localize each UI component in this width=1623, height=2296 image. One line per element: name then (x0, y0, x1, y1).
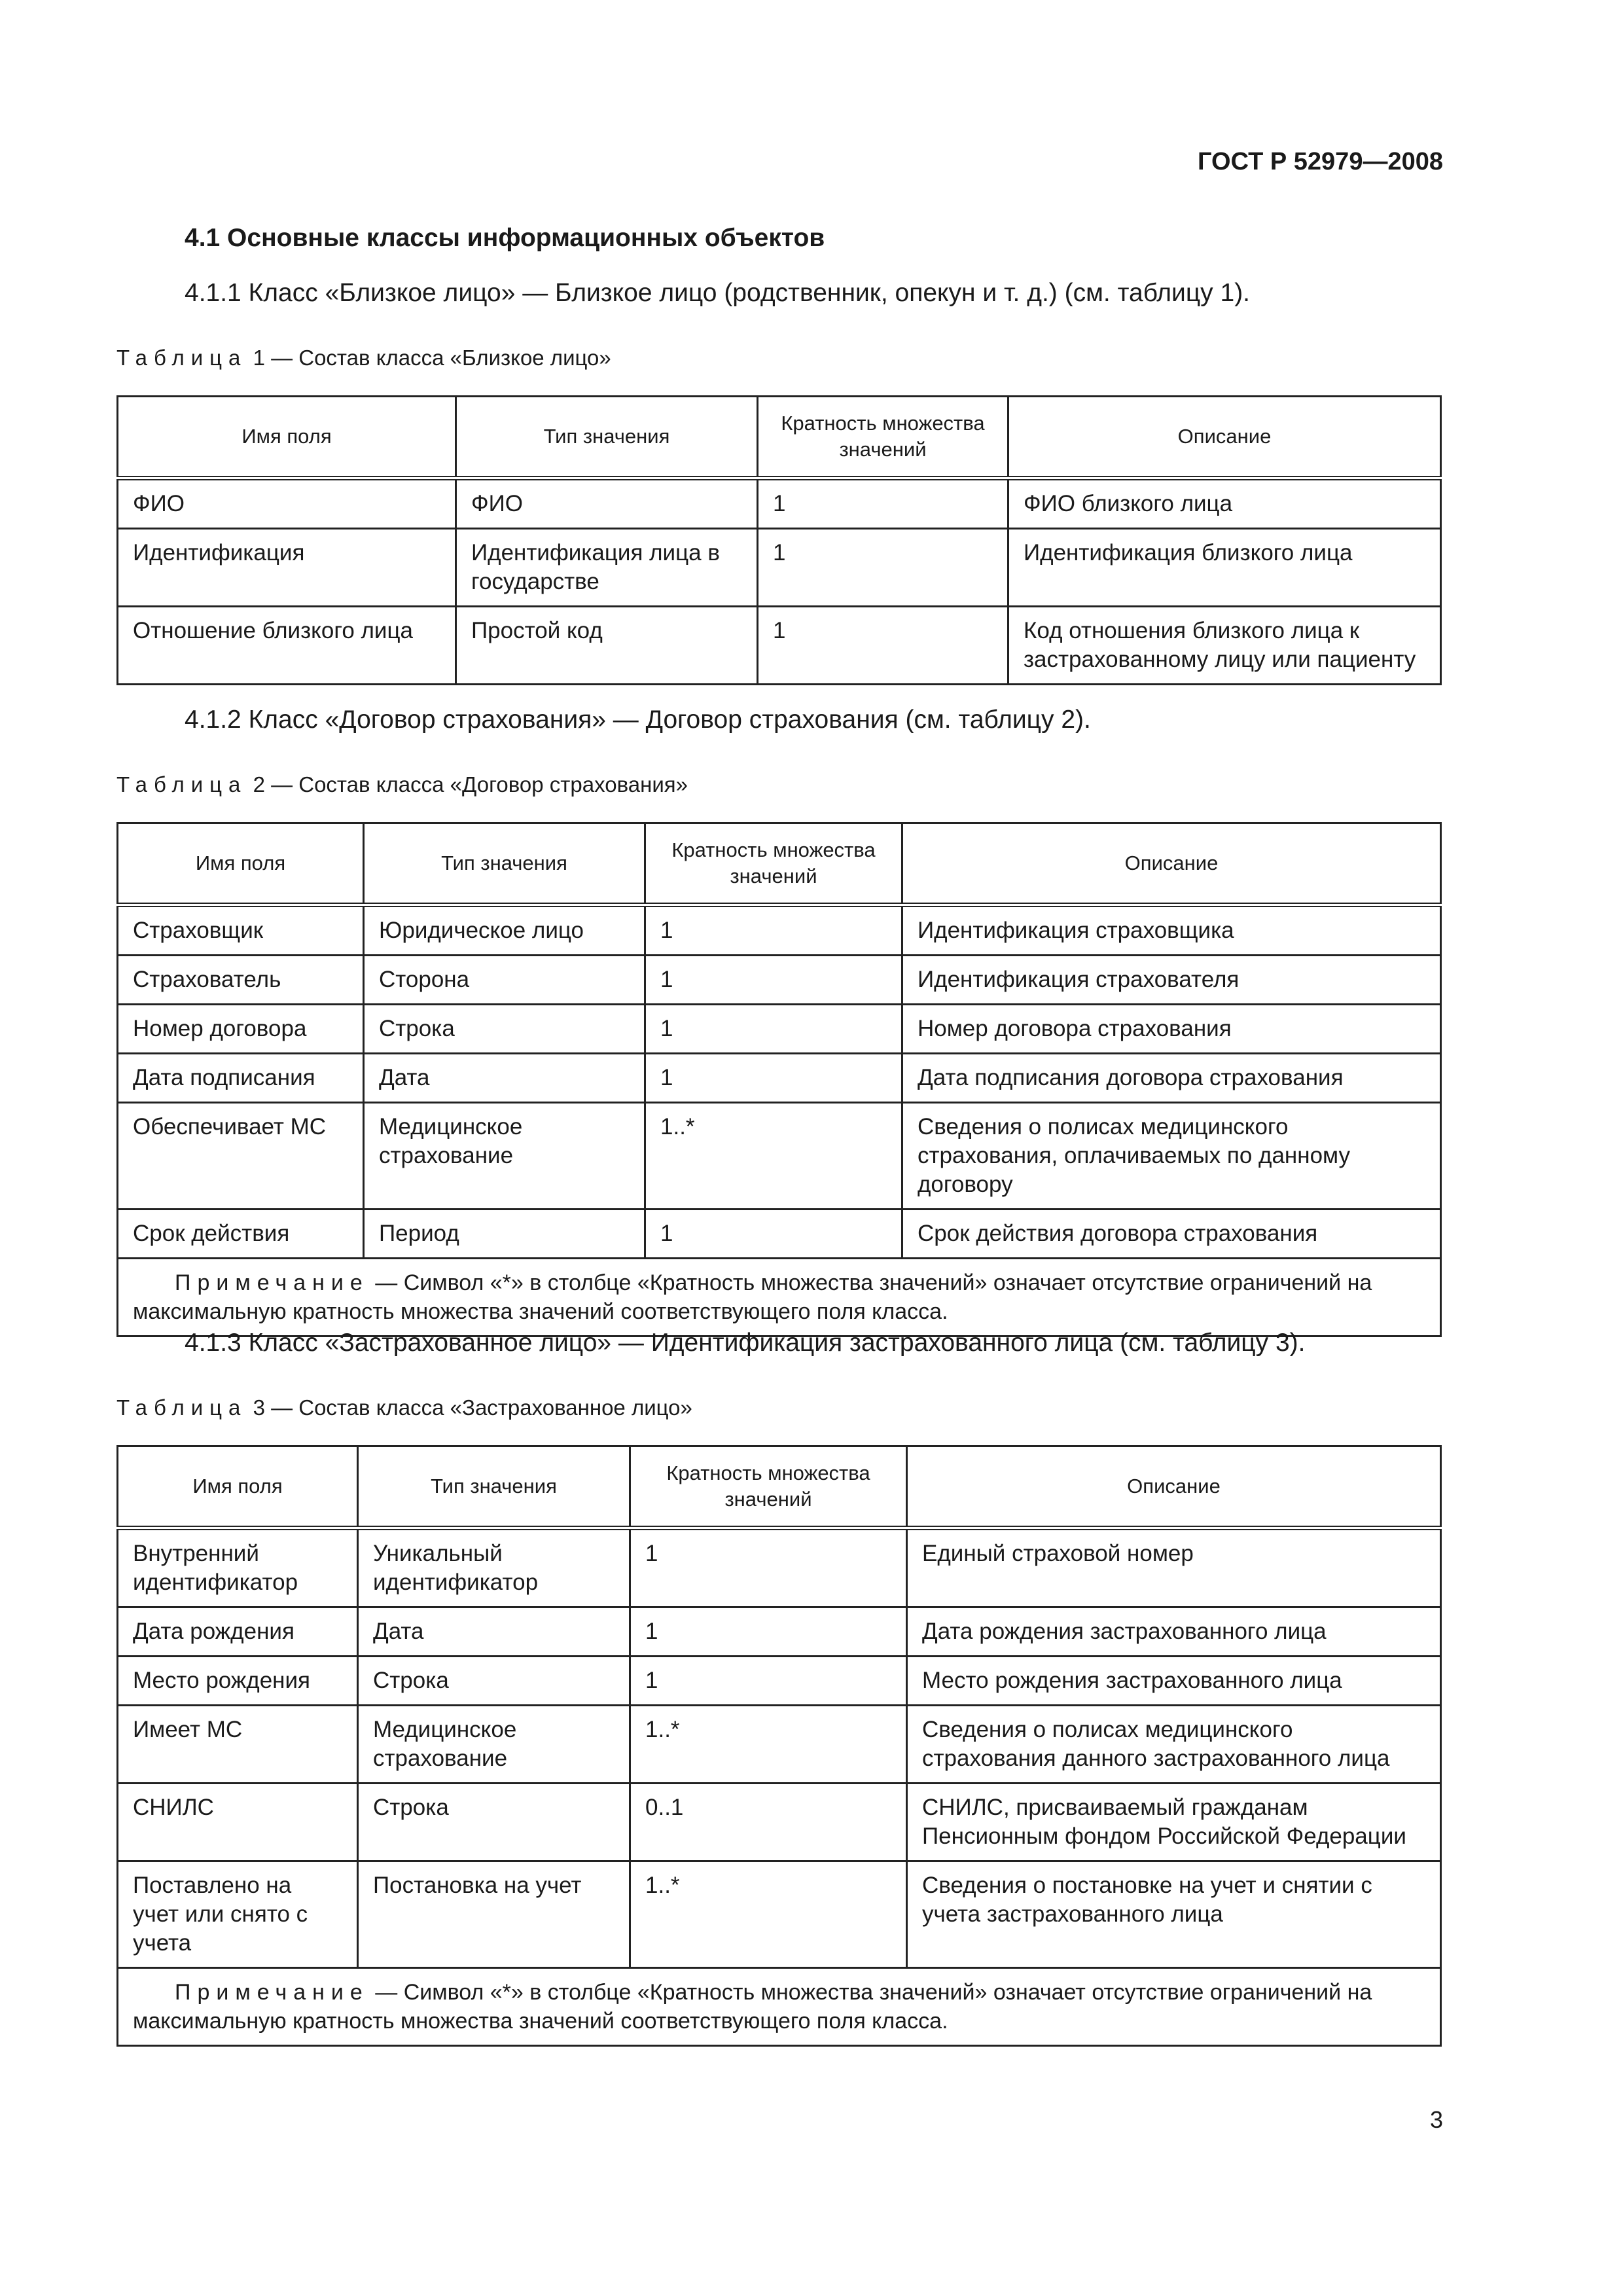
caption-label: Таблица (116, 1395, 247, 1420)
paragraph-4-1-1: 4.1.1 Класс «Близкое лицо» — Близкое лицо (родственник, опекун и т. д.) (см. таблицу 1). (185, 279, 1251, 307)
table-row (118, 478, 1441, 529)
table-note-row (118, 1259, 1441, 1336)
table-row (118, 1706, 1441, 1784)
table-row (118, 1861, 1441, 1968)
column-header: Тип значения (358, 1446, 630, 1528)
cell-multiplicity: 1 (758, 529, 1008, 607)
cell-multiplicity: 1..* (645, 1103, 902, 1210)
cell-type: Сторона (364, 956, 645, 1005)
cell-description: ФИО близкого лица (1008, 478, 1441, 529)
cell-multiplicity: 1 (645, 1054, 902, 1103)
table-3 (116, 1445, 1442, 2047)
cell-multiplicity: 1..* (630, 1706, 907, 1784)
cell-type: Строка (364, 1005, 645, 1054)
caption-label: Таблица (116, 772, 247, 797)
cell-field: Обеспечивает МС (118, 1103, 364, 1210)
cell-type: Уникальный идентификатор (358, 1528, 630, 1607)
cell-field: ФИО (118, 478, 456, 529)
cell-multiplicity: 1 (630, 1607, 907, 1657)
table-row (118, 1607, 1441, 1657)
column-header: Описание (907, 1446, 1441, 1528)
cell-description: Сведения о постановке на учет и снятии с учета застрахованного лица (907, 1861, 1441, 1968)
column-header: Кратность множества значений (630, 1446, 907, 1528)
cell-description: Дата подписания договора страхования (902, 1054, 1441, 1103)
cell-field: Отношение близкого лица (118, 607, 456, 685)
column-header: Имя поля (118, 823, 364, 905)
cell-description: СНИЛС, присваиваемый гражданам Пенсионным фондом Российской Федерации (907, 1784, 1441, 1861)
note-text: — Символ «*» в столбце «Кратность множества значений» означает отсутствие ограничений на максимальную кратность множества значений соответствующего поля класса. (133, 1980, 1372, 2034)
cell-field: Идентификация (118, 529, 456, 607)
column-header: Кратность множества значений (645, 823, 902, 905)
note-text: — Символ «*» в столбце «Кратность множества значений» означает отсутствие ограничений на максимальную кратность множества значений соответствующего поля класса. (133, 1270, 1372, 1324)
column-header: Кратность множества значений (758, 397, 1008, 478)
column-header: Тип значения (364, 823, 645, 905)
caption-label: Таблица (116, 346, 247, 370)
page-number: 3 (1429, 2106, 1443, 2133)
paragraph-4-1-3: 4.1.3 Класс «Застрахованное лицо» — Идентификация застрахованного лица (см. таблицу 3). (185, 1329, 1306, 1357)
cell-field: Страхователь (118, 956, 364, 1005)
cell-description: Сведения о полисах медицинского страхования данного застрахованного лица (907, 1706, 1441, 1784)
cell-description: Идентификация близкого лица (1008, 529, 1441, 607)
cell-type: Период (364, 1210, 645, 1259)
table-1 (116, 395, 1442, 685)
cell-description: Идентификация страхователя (902, 956, 1441, 1005)
table-row (118, 1784, 1441, 1861)
table-row (118, 1054, 1441, 1103)
table-2 (116, 822, 1442, 1337)
cell-type: Дата (364, 1054, 645, 1103)
cell-multiplicity: 0..1 (630, 1784, 907, 1861)
table-row (118, 607, 1441, 685)
cell-field: Срок действия (118, 1210, 364, 1259)
paragraph-4-1-2: 4.1.2 Класс «Договор страхования» — Договор страхования (см. таблицу 2). (185, 706, 1091, 734)
document-code: ГОСТ Р 52979—2008 (1198, 148, 1443, 175)
table-note (118, 1259, 1441, 1336)
cell-description: Срок действия договора страхования (902, 1210, 1441, 1259)
cell-field: Имеет МС (118, 1706, 358, 1784)
cell-field: Внутренний идентификатор (118, 1528, 358, 1607)
table-row (118, 529, 1441, 607)
cell-field: СНИЛС (118, 1784, 358, 1861)
cell-description: Единый страховой номер (907, 1528, 1441, 1607)
cell-type: Простой код (456, 607, 758, 685)
table-note-row (118, 1968, 1441, 2046)
cell-multiplicity: 1 (645, 1210, 902, 1259)
table-note (118, 1968, 1441, 2046)
caption-text: 2 — Состав класса «Договор страхования» (253, 772, 688, 797)
table-header-row (118, 1446, 1441, 1528)
cell-multiplicity: 1 (645, 905, 902, 956)
cell-field: Номер договора (118, 1005, 364, 1054)
cell-description: Идентификация страховщика (902, 905, 1441, 956)
cell-type: Медицинское страхование (364, 1103, 645, 1210)
cell-type: Постановка на учет (358, 1861, 630, 1968)
cell-description: Номер договора страхования (902, 1005, 1441, 1054)
table-1-caption (116, 346, 611, 370)
column-header: Имя поля (118, 1446, 358, 1528)
cell-type: Строка (358, 1657, 630, 1706)
column-header: Тип значения (456, 397, 758, 478)
cell-description: Код отношения близкого лица к застрахованному лицу или пациенту (1008, 607, 1441, 685)
cell-field: Поставлено на учет или снято с учета (118, 1861, 358, 1968)
cell-multiplicity: 1 (758, 607, 1008, 685)
column-header: Описание (1008, 397, 1441, 478)
table-header-row (118, 823, 1441, 905)
cell-field: Дата подписания (118, 1054, 364, 1103)
cell-type: Медицинское страхование (358, 1706, 630, 1784)
cell-field: Страховщик (118, 905, 364, 956)
table-3-caption (116, 1395, 692, 1420)
cell-type: Строка (358, 1784, 630, 1861)
cell-multiplicity: 1 (645, 956, 902, 1005)
cell-multiplicity: 1 (630, 1528, 907, 1607)
table-row (118, 1103, 1441, 1210)
table-row (118, 1005, 1441, 1054)
table-2-caption (116, 772, 688, 797)
column-header: Имя поля (118, 397, 456, 478)
cell-multiplicity: 1..* (630, 1861, 907, 1968)
column-header: Описание (902, 823, 1441, 905)
table-row (118, 956, 1441, 1005)
cell-description: Место рождения застрахованного лица (907, 1657, 1441, 1706)
cell-type: ФИО (456, 478, 758, 529)
cell-field: Дата рождения (118, 1607, 358, 1657)
cell-multiplicity: 1 (630, 1657, 907, 1706)
table-row (118, 1657, 1441, 1706)
cell-description: Сведения о полисах медицинского страхования, оплачиваемых по данному договору (902, 1103, 1441, 1210)
cell-type: Юридическое лицо (364, 905, 645, 956)
table-header-row (118, 397, 1441, 478)
note-label: Примечание (175, 1270, 369, 1295)
section-title: 4.1 Основные классы информационных объектов (185, 224, 825, 252)
table-row (118, 1210, 1441, 1259)
cell-multiplicity: 1 (645, 1005, 902, 1054)
caption-text: 1 — Состав класса «Близкое лицо» (253, 346, 611, 370)
cell-description: Дата рождения застрахованного лица (907, 1607, 1441, 1657)
table-row (118, 905, 1441, 956)
cell-type: Дата (358, 1607, 630, 1657)
cell-multiplicity: 1 (758, 478, 1008, 529)
cell-type: Идентификация лица в государстве (456, 529, 758, 607)
table-row (118, 1528, 1441, 1607)
note-label: Примечание (175, 1980, 369, 2005)
caption-text: 3 — Состав класса «Застрахованное лицо» (253, 1395, 692, 1420)
cell-field: Место рождения (118, 1657, 358, 1706)
